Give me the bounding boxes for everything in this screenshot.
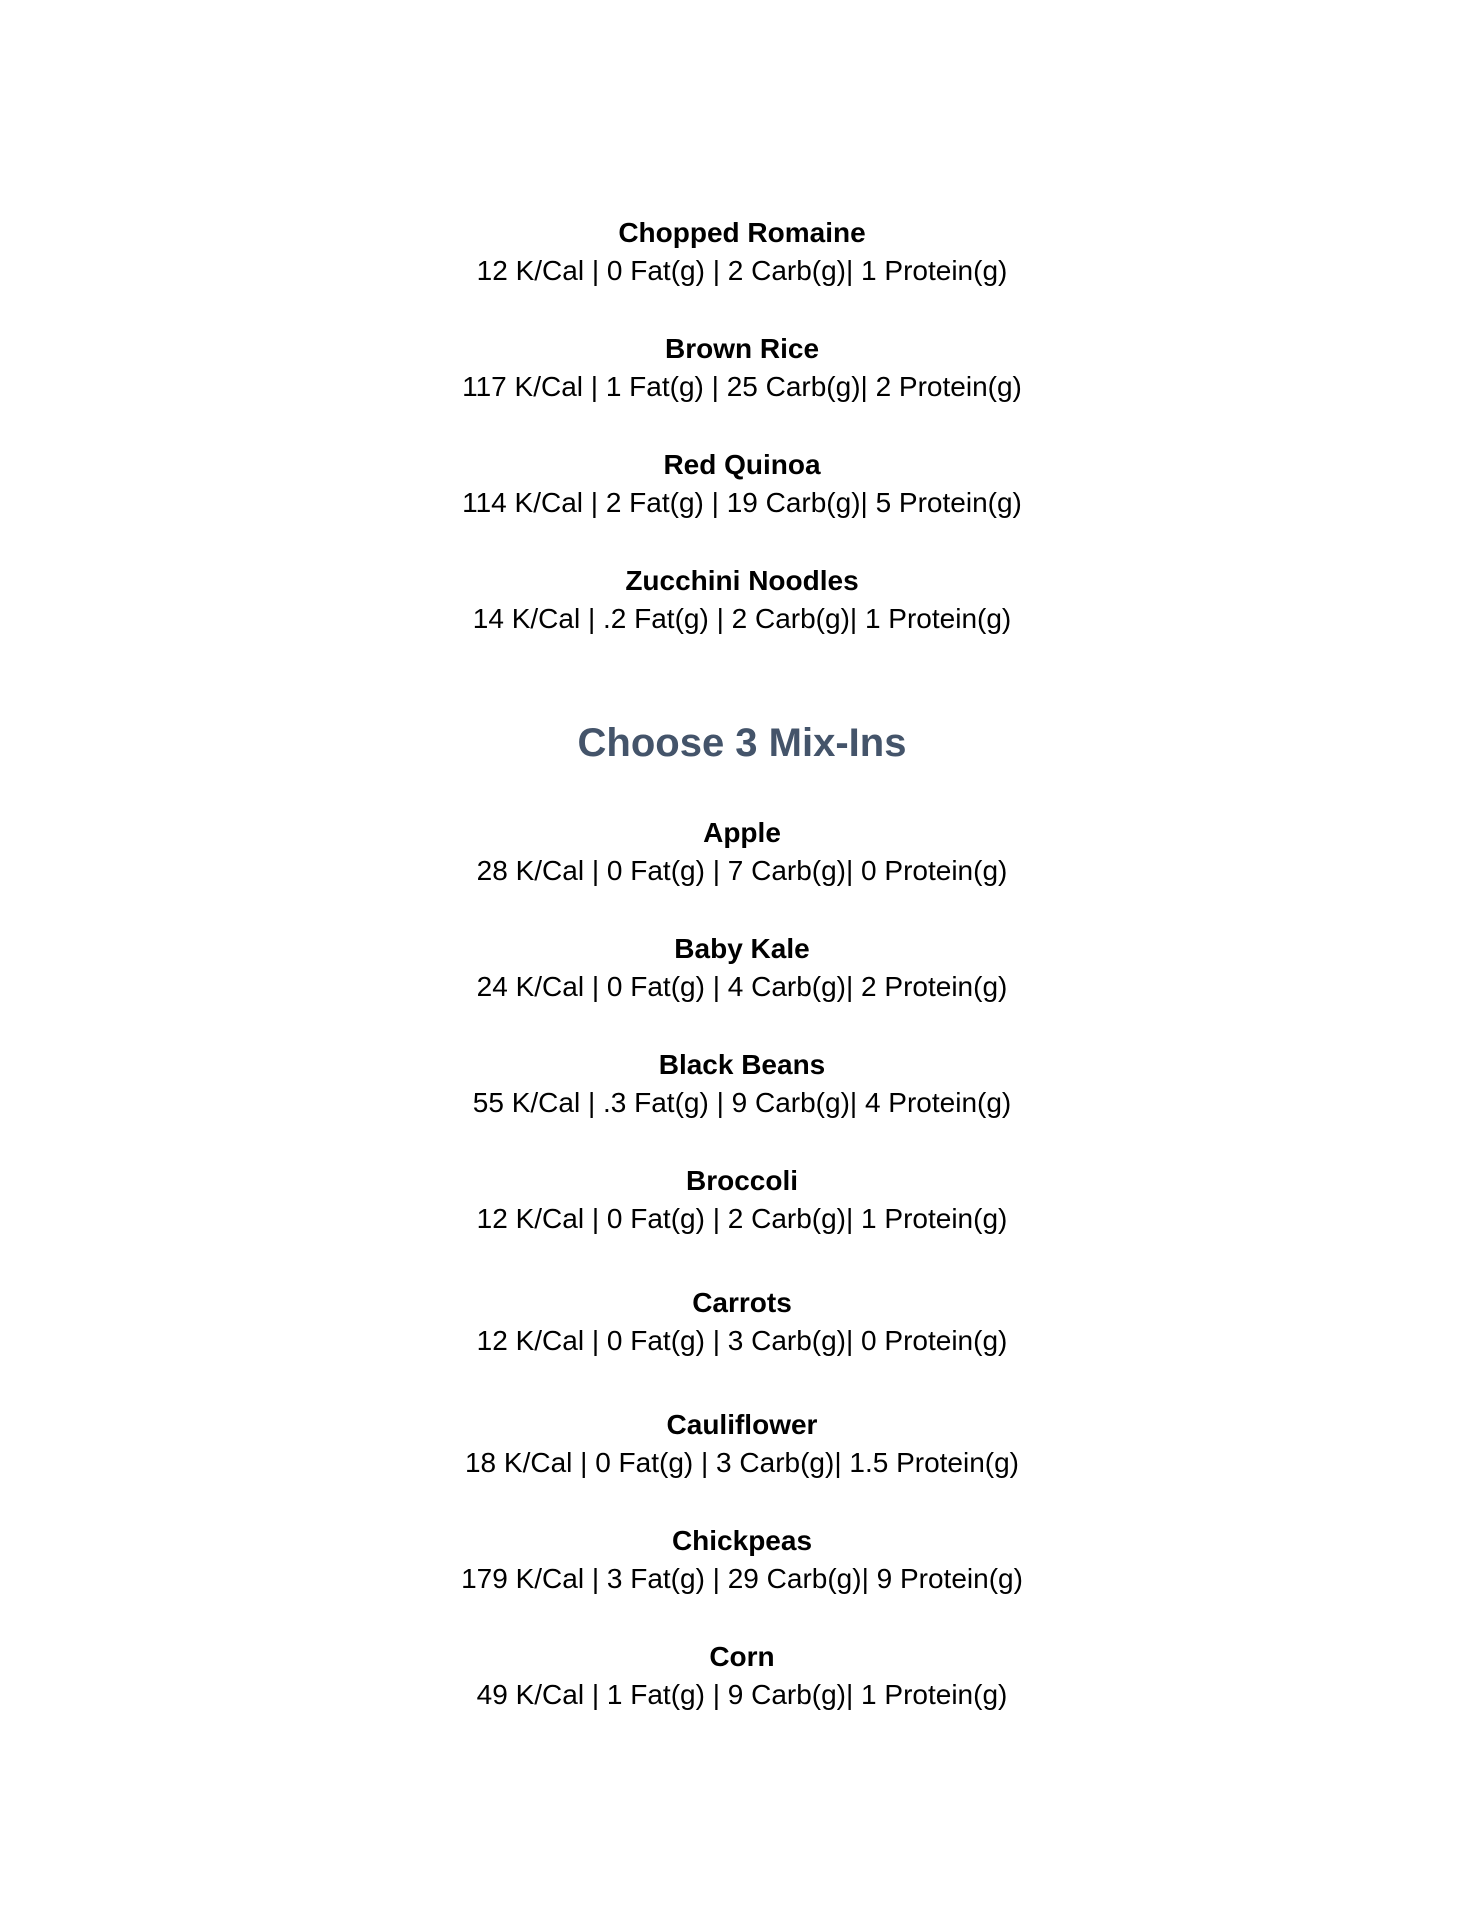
item-stats: 12 K/Cal | 0 Fat(g) | 2 Carb(g)| 1 Protein(g) [476, 255, 1008, 286]
item-stats: 179 K/Cal | 3 Fat(g) | 29 Carb(g)| 9 Protein(g) [461, 1563, 1023, 1594]
item-stats: 114 K/Cal | 2 Fat(g) | 19 Carb(g)| 5 Protein(g) [462, 487, 1022, 518]
item-stats: 18 K/Cal | 0 Fat(g) | 3 Carb(g)| 1.5 Protein(g) [464, 1447, 1020, 1478]
item-stats: 14 K/Cal | .2 Fat(g) | 2 Carb(g)| 1 Protein(g) [472, 603, 1012, 634]
list-item [0, 814, 1484, 890]
item-stats: 55 K/Cal | .3 Fat(g) | 9 Carb(g)| 4 Protein(g) [472, 1087, 1012, 1118]
item-name: Chopped Romaine [618, 217, 866, 248]
item-name: Zucchini Noodles [625, 565, 859, 596]
item-name: Chickpeas [671, 1525, 813, 1556]
list-item [0, 446, 1484, 522]
item-name: Red Quinoa [663, 449, 821, 480]
list-item [0, 330, 1484, 406]
item-name: Apple [703, 817, 781, 848]
item-name: Carrots [692, 1287, 792, 1318]
item-name: Cauliflower [666, 1409, 818, 1440]
item-stats: 117 K/Cal | 1 Fat(g) | 25 Carb(g)| 2 Protein(g) [462, 371, 1022, 402]
item-stats: 12 K/Cal | 0 Fat(g) | 2 Carb(g)| 1 Protein(g) [476, 1203, 1008, 1234]
list-item [0, 930, 1484, 1006]
list-item [0, 562, 1484, 638]
item-name: Black Beans [658, 1049, 826, 1080]
list-item [0, 1406, 1484, 1482]
list-item [0, 1638, 1484, 1714]
item-name: Brown Rice [664, 333, 820, 364]
list-item [0, 1522, 1484, 1598]
item-stats: 24 K/Cal | 0 Fat(g) | 4 Carb(g)| 2 Protein(g) [476, 971, 1008, 1002]
item-stats: 49 K/Cal | 1 Fat(g) | 9 Carb(g)| 1 Protein(g) [476, 1679, 1008, 1710]
item-name: Broccoli [685, 1165, 799, 1196]
item-name: Corn [709, 1641, 775, 1672]
list-item [0, 1046, 1484, 1122]
list-item [0, 1162, 1484, 1238]
item-stats: 28 K/Cal | 0 Fat(g) | 7 Carb(g)| 0 Protein(g) [476, 855, 1008, 886]
item-stats: 12 K/Cal | 0 Fat(g) | 3 Carb(g)| 0 Protein(g) [476, 1325, 1008, 1356]
section-heading: Choose 3 Mix-Ins [577, 721, 907, 765]
item-name: Baby Kale [674, 933, 810, 964]
list-item [0, 214, 1484, 290]
list-item [0, 1284, 1484, 1360]
